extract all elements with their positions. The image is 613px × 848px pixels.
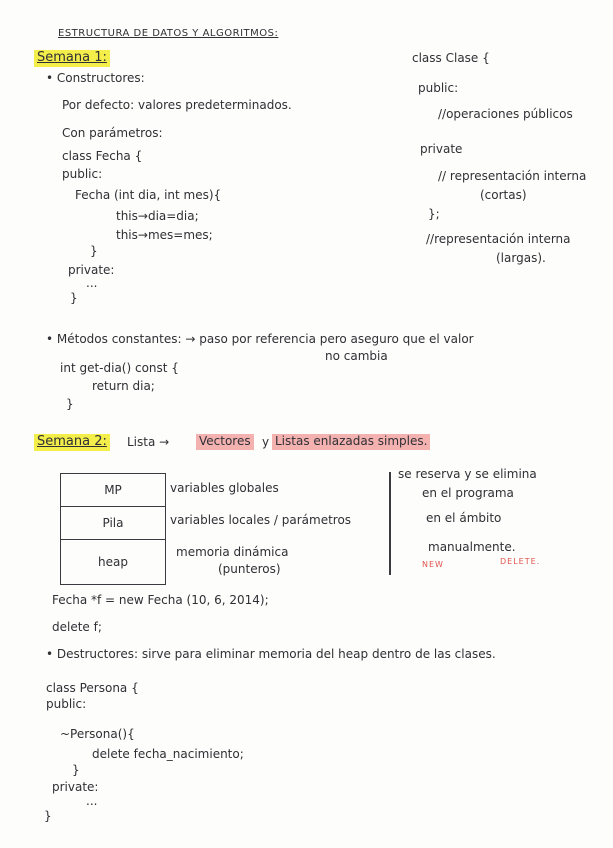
memory-cell-heap: heap: [98, 555, 128, 569]
destructor-code-line: ~Persona(){: [60, 727, 135, 741]
code-line: ...: [86, 276, 98, 290]
right-code-line: };: [428, 207, 440, 221]
heap-code-line: delete f;: [52, 620, 102, 634]
right-code-line: public:: [418, 81, 459, 95]
por-defecto-line: Por defecto: valores predeterminados.: [62, 98, 292, 112]
metodos-code-line: }: [66, 397, 74, 411]
code-line: }: [90, 244, 98, 258]
destructor-code-line: }: [44, 809, 52, 823]
right-code-line: //operaciones públicos: [438, 107, 573, 121]
metodos-continuation: no cambia: [325, 349, 388, 363]
heap-note-line: se reserva y se elimina: [398, 467, 537, 481]
right-code-line: (cortas): [480, 188, 527, 202]
semana2-heading: Semana 2:: [34, 434, 110, 451]
delete-keyword: DELETE.: [500, 557, 541, 566]
memory-desc-pila: variables locales / parámetros: [170, 513, 352, 527]
metodos-code-line: return dia;: [92, 379, 155, 393]
memory-desc-punteros: (punteros): [218, 562, 281, 576]
right-code-line: class Clase {: [412, 51, 490, 65]
code-line: class Fecha {: [62, 149, 143, 163]
heap-note-line: en el programa: [422, 486, 514, 500]
vectores-label: Vectores: [196, 434, 254, 450]
memory-desc-heap: memoria dinámica: [176, 545, 289, 559]
right-code-line: (largas).: [496, 251, 546, 265]
metodos-code-line: int get-dia() const {: [60, 361, 179, 375]
page-title: ESTRUCTURA DE DATOS Y ALGORITMOS:: [58, 28, 279, 39]
destructor-code-line: class Persona {: [46, 681, 139, 695]
memory-cell-pila: Pila: [61, 507, 165, 540]
memory-desc-mp: variables globales: [170, 481, 279, 495]
destructor-code-line: public:: [46, 697, 87, 711]
destructor-code-line: }: [72, 763, 80, 777]
code-line: Fecha (int dia, int mes){: [75, 188, 222, 202]
code-line: }: [70, 291, 78, 305]
destructor-code-line: private:: [52, 780, 99, 794]
divider-line: [389, 472, 391, 575]
code-line: public:: [62, 167, 103, 181]
new-keyword: NEW: [422, 560, 444, 569]
semana1-heading: Semana 1:: [34, 50, 110, 67]
constructores-bullet: • Constructores:: [46, 71, 145, 85]
destructores-bullet: • Destructores: sirve para eliminar memoria del heap dentro de las clases.: [46, 647, 496, 661]
heap-note-line: en el ámbito: [426, 511, 502, 525]
listas-label: Listas enlazadas simples.: [272, 434, 430, 450]
destructor-code-line: ...: [86, 794, 98, 808]
code-line: this→dia=dia;: [116, 209, 199, 223]
metodos-bullet: • Métodos constantes: → paso por referencia pero aseguro que el valor: [46, 332, 474, 346]
right-code-line: // representación interna: [438, 169, 587, 183]
right-code-line: private: [420, 142, 463, 156]
code-line: this→mes=mes;: [116, 228, 213, 242]
right-code-line: //representación interna: [426, 232, 571, 246]
memory-stack: [60, 473, 166, 585]
heap-code-line: Fecha *f = new Fecha (10, 6, 2014);: [52, 593, 269, 607]
y-label: y: [262, 435, 270, 449]
memory-cell-mp: MP: [61, 474, 165, 507]
code-line: private:: [68, 263, 115, 277]
lista-label: Lista →: [127, 435, 170, 449]
heap-note-line: manualmente.: [428, 540, 516, 554]
destructor-code-line: delete fecha_nacimiento;: [92, 747, 244, 761]
con-parametros-line: Con parámetros:: [62, 126, 163, 140]
